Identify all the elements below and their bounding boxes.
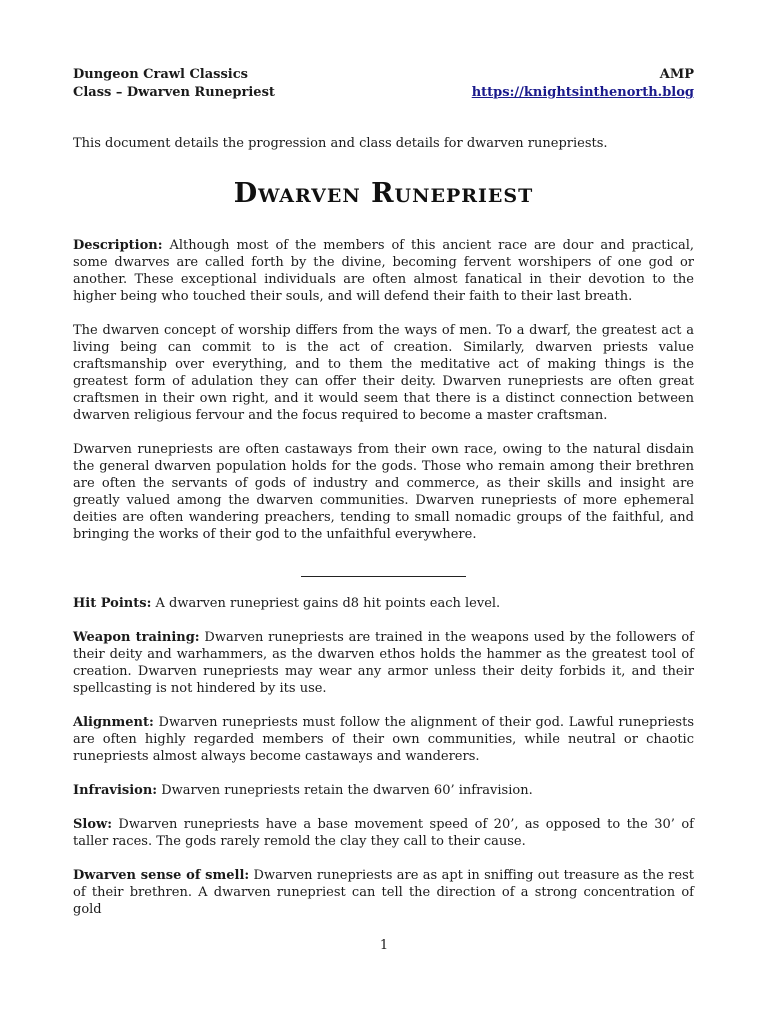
header-class-title: Class – Dwarven Runepriest — [73, 85, 275, 100]
worship-paragraph: The dwarven concept of worship differs from the ways of men. To a dwarf, the greatest act a living being can commit to is the act of creation. Similarly, dwarven priests value craftsmanship over everything, and to them the meditative act of making things is the greatest form of adulation they can offer their deity. Dwarven runepriests are often great craftsmen in their own right, and it would seem that there is a distinct connection between dwarven religious fervour and the focus required to become a master craftsman. — [73, 323, 694, 423]
slow-paragraph — [73, 816, 694, 850]
description-paragraph — [73, 237, 694, 305]
hitpoints-paragraph — [73, 595, 694, 612]
header-left — [73, 66, 275, 102]
alignment-label: Alignment: — [73, 715, 154, 730]
hitpoints-label: Hit Points: — [73, 596, 152, 611]
description-label: Description: — [73, 238, 163, 253]
weapon-training-paragraph — [73, 629, 694, 697]
page-header — [73, 66, 694, 102]
alignment-text: Dwarven runepriests must follow the alignment of their god. Lawful runepriests are often highly regarded members of their own communities, while neutral or chaotic runepriests almost always become castaways and wanderers. — [73, 715, 694, 764]
infravision-label: Infravision: — [73, 783, 158, 798]
section-divider — [301, 567, 466, 577]
sense-of-smell-label: Dwarven sense of smell: — [73, 868, 250, 883]
description-text: Although most of the members of this ancient race are dour and practical, some dwarves are called forth by the divine, becoming fervent worshipers of one god or another. These exceptional individuals are often almost fanatical in their devotion to the higher being who touched their souls, and will defend their faith to their last breath. — [73, 238, 694, 304]
sense-of-smell-paragraph — [73, 867, 694, 918]
slow-text: Dwarven runepriests have a base movement speed of 20’, as opposed to the 30’ of taller races. The gods rarely remold the clay they call to their cause. — [73, 817, 694, 849]
document-page — [73, 66, 694, 918]
infravision-paragraph — [73, 782, 694, 799]
castaways-paragraph: Dwarven runepriests are often castaways from their own race, owing to the natural disdain the general dwarven population holds for the gods. Those who remain among their brethren are often the servants of gods of industry and commerce, as their skills and insight are greatly valued among the dwarven communities. Dwarven runepriests of more ephemeral deities are often wandering preachers, tending to small nomadic groups of the faithful, and bringing the works of their god to the unfaithful everywhere. — [73, 442, 694, 542]
header-blog-link[interactable]: https://knightsinthenorth.blog — [471, 85, 694, 100]
infravision-text: Dwarven runepriests retain the dwarven 60’ infravision. — [157, 783, 533, 798]
document-title: Dwarven Runepriest — [233, 178, 534, 209]
alignment-paragraph — [73, 714, 694, 765]
header-game-title: Dungeon Crawl Classics — [73, 67, 248, 82]
header-author: AMP — [659, 67, 694, 82]
weapon-training-label: Weapon training: — [73, 630, 200, 645]
intro-text: This document details the progression and class details for dwarven runepriests. — [73, 136, 608, 151]
header-right — [472, 66, 694, 102]
hitpoints-text: A dwarven runepriest gains d8 hit points each level. — [151, 596, 501, 611]
sense-of-smell-text: Dwarven runepriests are as apt in sniffing out treasure as the rest of their brethren. A dwarven runepriest can tell the direction of a strong concentration of gold — [73, 868, 694, 917]
weapon-training-text: Dwarven runepriests are trained in the weapons used by the followers of their deity and warhammers, as the dwarven ethos holds the hammer as the greatest tool of creation. Dwarven runepriests may wear any armor unless their deity forbids it, and their spellcasting is not hindered by its use. — [73, 630, 694, 696]
slow-label: Slow: — [73, 817, 112, 832]
page-number: 1 — [379, 938, 389, 953]
